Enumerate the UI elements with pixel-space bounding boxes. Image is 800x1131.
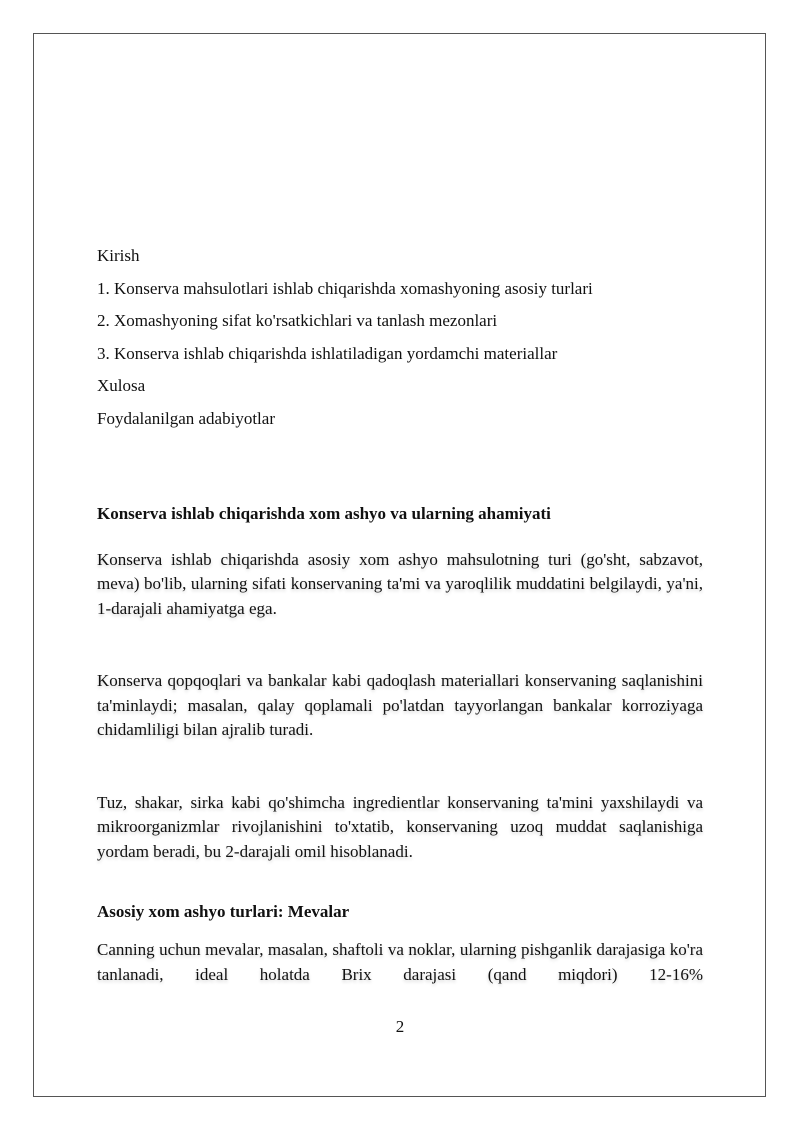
toc-item-1: 1. Konserva mahsulotlari ishlab chiqarishda xomashyoning asosiy turlari <box>97 278 593 298</box>
page-number: 2 <box>395 1017 405 1036</box>
paragraph-packaging: Konserva qopqoqlari va bankalar kabi qadoqlash materiallari konservaning saqlanishini ta'minlaydi; masalan, qalay qoplamali po'latdan tayyorlangan bankalar korroziyaga chidamliligi bilan ajralib turadi. <box>97 671 703 740</box>
toc-item-2: 2. Xomashyoning sifat ko'rsatkichlari va tanlash mezonlari <box>97 311 498 331</box>
paragraph-ingredients: Tuz, shakar, sirka kabi qo'shimcha ingredientlar konservaning ta'mini yaxshilaydi va mikroorganizmlar rivojlanishini to'xtatib, konservaning uzoq muddat saqlanishiga yordam beradi, bu 2-darajali omil hisoblanadi. <box>97 792 703 861</box>
toc-item-intro: Kirish <box>97 246 140 265</box>
toc-item-3: 3. Konserva ishlab chiqarishda ishlatiladigan yordamchi materiallar <box>97 343 558 363</box>
section-heading-raw-materials: Konserva ishlab chiqarishda xom ashyo va ularning ahamiyati <box>97 503 551 523</box>
paragraph-fruits: Canning uchun mevalar, masalan, shaftoli va noklar, ularning pishganlik darajasiga ko'ra tanlanadi, ideal holatda Brix darajasi (qand miqdori) 12-16% <box>97 940 703 984</box>
table-of-contents <box>97 240 703 436</box>
section-heading-fruits: Asosiy xom ashyo turlari: Mevalar <box>97 902 350 922</box>
toc-item-references: Foydalanilgan adabiyotlar <box>97 408 275 428</box>
toc-item-conclusion: Xulosa <box>97 376 146 396</box>
paragraph-main-raw-material: Konserva ishlab chiqarishda asosiy xom ashyo mahsulotning turi (go'sht, sabzavot, meva) bo'lib, ularning sifati konservaning ta'mi va yaroqlilik muddatini belgilaydi, ya'ni, 1-darajali ahamiyatga ega. <box>97 549 703 618</box>
document-body <box>97 240 703 987</box>
